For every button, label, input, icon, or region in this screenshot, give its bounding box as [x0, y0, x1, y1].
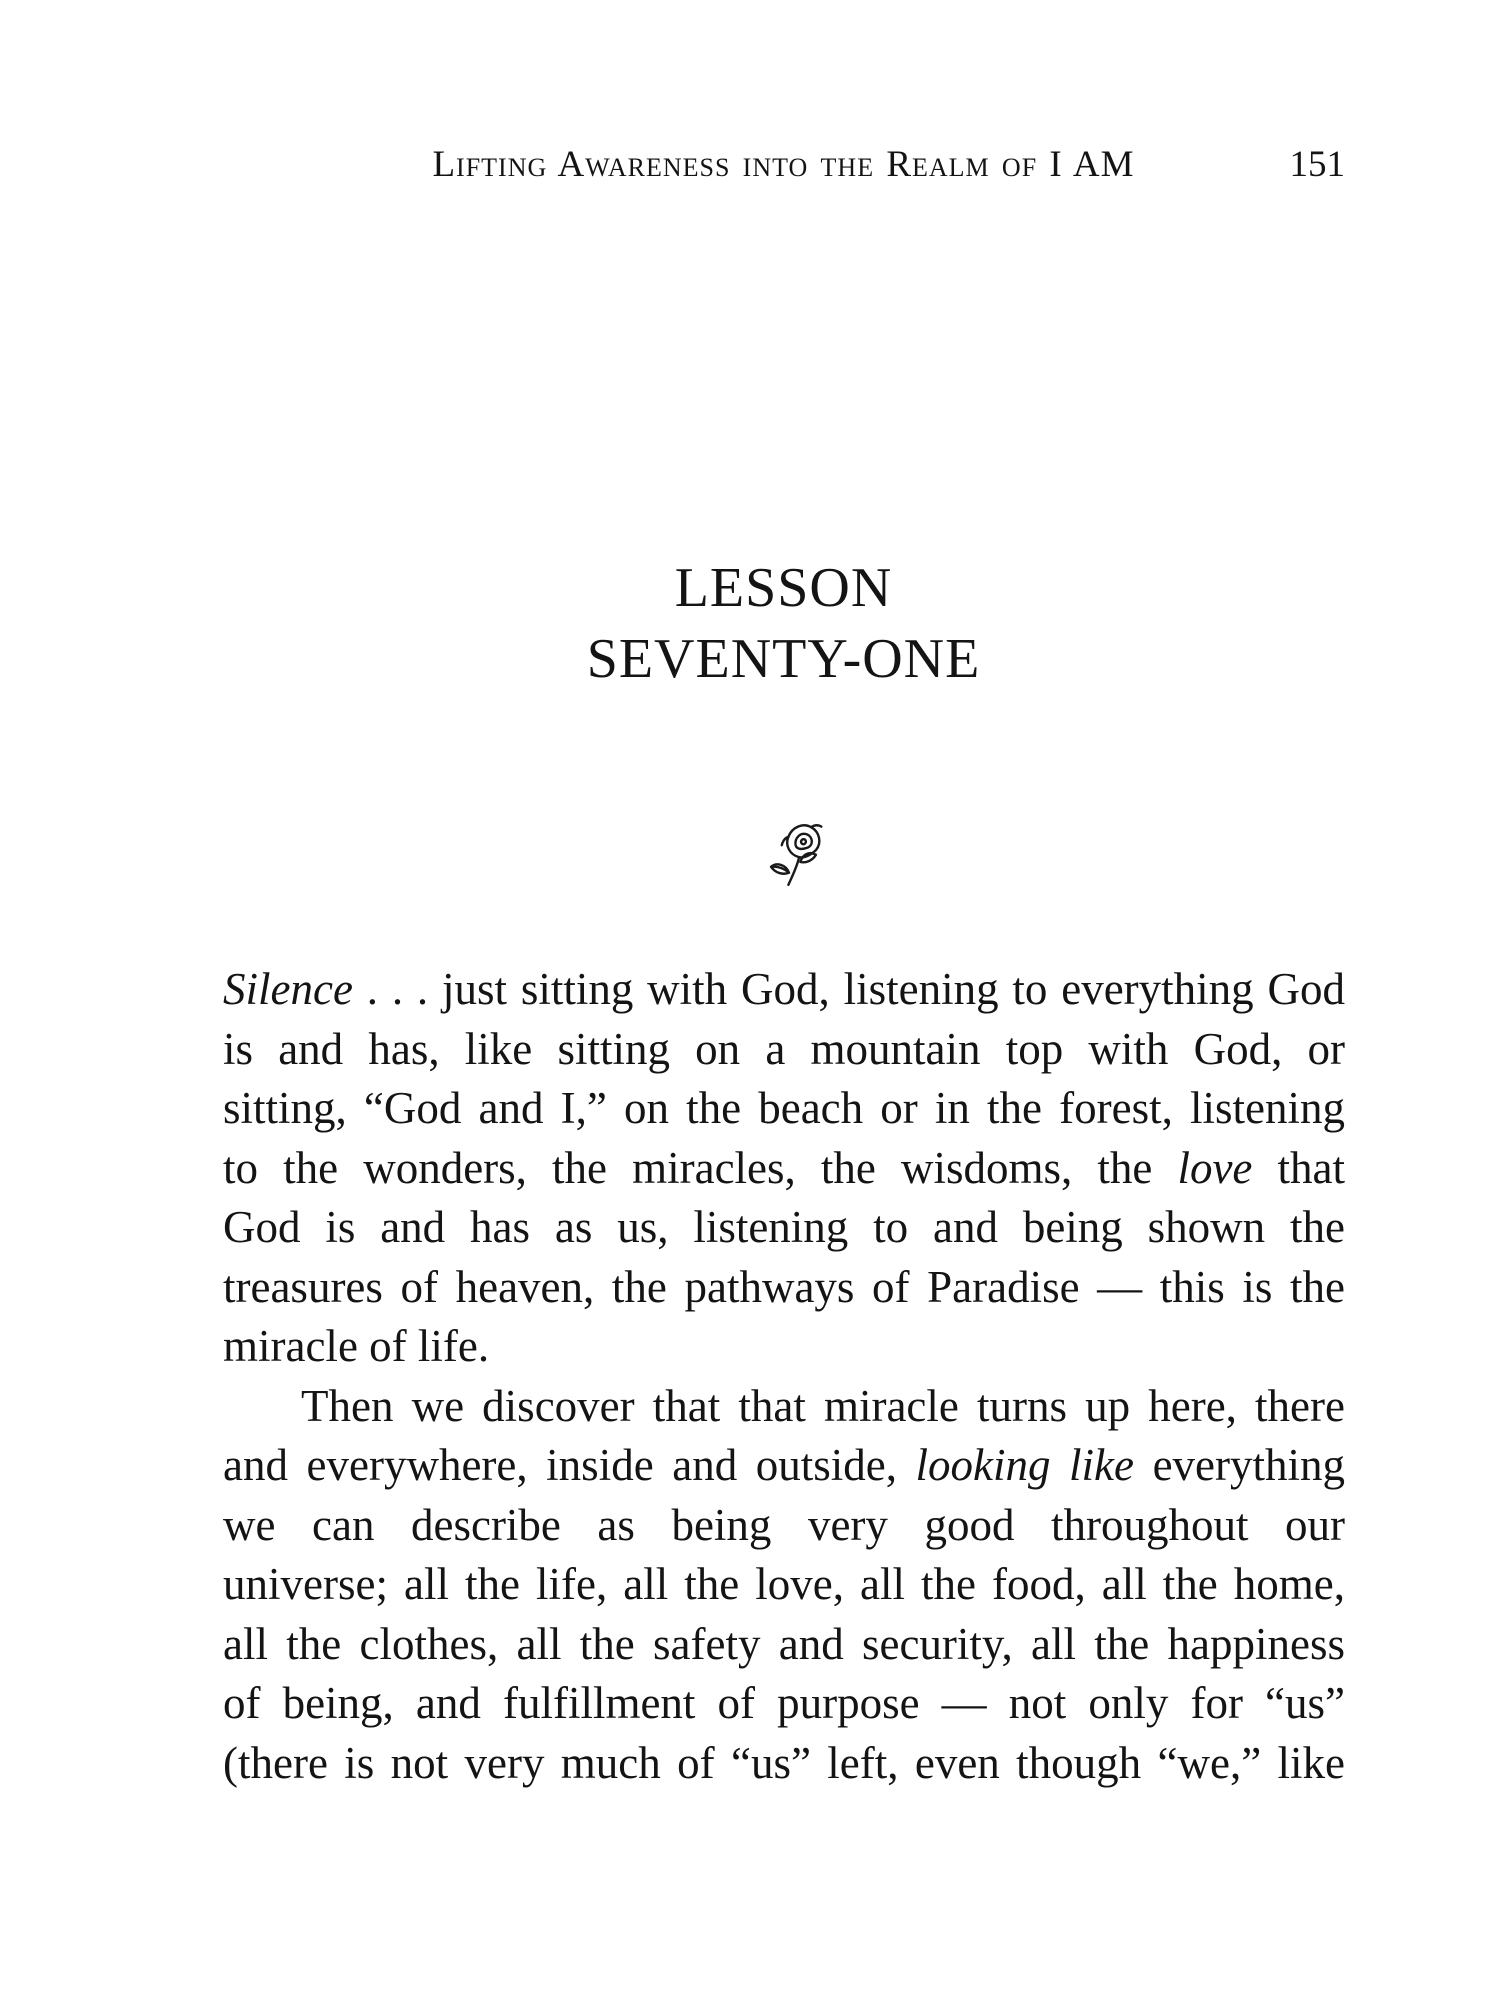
text-line: of being, and fulfillment of purpose — not only for “us”: [223, 1678, 1345, 1728]
page-header: [222, 145, 1345, 185]
text-line: (there is not very much of “us” left, even though “we,” like: [223, 1737, 1345, 1788]
running-head: Lifting Awareness into the Realm of I AM: [432, 144, 1135, 185]
text-line: treasures of heaven, the pathways of Paradise — this is the: [223, 1261, 1345, 1312]
text-line: all the clothes, all the safety and security, all the happiness: [223, 1618, 1345, 1669]
text-line: and everywhere, inside and outside, looking like everything: [223, 1440, 1345, 1490]
text-line: sitting, “God and I,” on the beach or in the forest, listening: [223, 1083, 1345, 1133]
section-ornament: [222, 814, 1345, 894]
text-line: Then we discover that that miracle turns up here, there: [301, 1380, 1345, 1431]
text-line: miracle of life.: [223, 1321, 490, 1371]
lesson-title-line2: SEVENTY-ONE: [586, 628, 981, 690]
page-number: 151: [1289, 144, 1345, 185]
text-line: we can describe as being very good throughout our: [223, 1499, 1345, 1550]
rose-ornament-icon: [754, 876, 814, 893]
body-text: [223, 960, 1345, 1793]
text-line: God is and has as us, listening to and being shown the: [223, 1202, 1345, 1252]
text-line: universe; all the life, all the love, all the food, all the home,: [223, 1559, 1345, 1609]
paragraph: [223, 1377, 1345, 1794]
text-line: to the wonders, the miracles, the wisdoms, the love that: [223, 1142, 1345, 1193]
text-line: is and has, like sitting on a mountain top with God, or: [223, 1023, 1345, 1074]
lesson-title-line1: LESSON: [674, 557, 893, 619]
text-line: Silence . . . just sitting with God, listening to everything God: [223, 964, 1345, 1014]
lesson-title: [222, 553, 1345, 695]
paragraph: [223, 960, 1345, 1377]
